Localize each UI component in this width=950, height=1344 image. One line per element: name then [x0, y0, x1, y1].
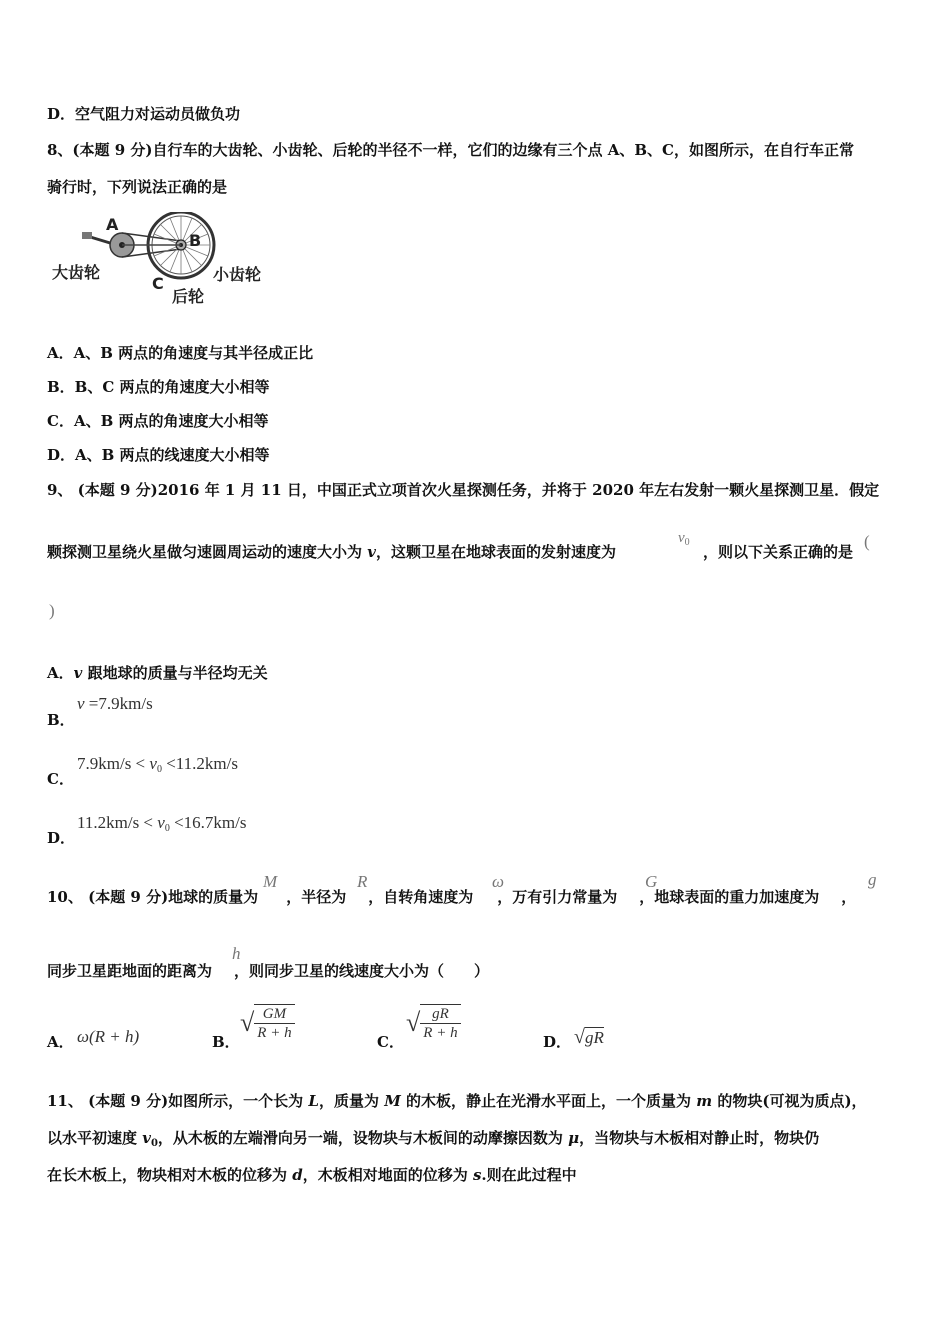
- q10-stem-line2: 同步卫星距地面的距离为 ，则同步卫星的线速度大小为（ ）: [47, 962, 490, 980]
- q8-option-d: D．A、B 两点的线速度大小相等: [47, 446, 270, 464]
- q11-stem-line3: 在长木板上，物块相对木板的位移为 d，木板相对地面的位移为 s.则在此过程中: [47, 1166, 577, 1184]
- q9-stem-text-c: ，则以下关系正确的是: [703, 543, 854, 561]
- q10-stem-line1: 10、 (本题 9 分)地球的质量为 ，半径为 ，自转角速度为 ，万有引力常量为 ，地球表面的重力加速度为 ，: [47, 888, 857, 906]
- q9-stem-text-b: ，这颗卫星在地球表面的发射速度为: [375, 543, 616, 561]
- q10-option-a-label: A．: [47, 1033, 74, 1051]
- label-point-a: A: [106, 215, 119, 234]
- label-small-gear: 小齿轮: [213, 265, 262, 284]
- label-point-c: C: [152, 274, 164, 293]
- q9-paren-close: ): [49, 601, 55, 620]
- q10-option-b-label: B．: [212, 1033, 240, 1051]
- q9-paren-open: (: [864, 532, 870, 551]
- q10-option-c-label: C．: [377, 1033, 404, 1051]
- q10-symbol-h: h: [232, 944, 241, 963]
- q9-option-c-label: C．: [47, 770, 74, 788]
- q8-option-a: A．A、B 两点的角速度与其半径成正比: [47, 344, 314, 362]
- q10-option-b-expr: √ $\frac{GM}{R + h}$: [240, 1004, 295, 1042]
- q10-option-d-label: D．: [543, 1033, 572, 1051]
- q11-stem-line1: 11、 (本题 9 分)如图所示，一个长为 L，质量为 M 的木板，静止在光滑水平面上，一个质量为 m 的物块(可视为质点)，: [47, 1092, 867, 1110]
- q7-option-d: D．空气阻力对运动员做负功: [47, 105, 241, 123]
- q10-symbol-G: G: [645, 872, 658, 891]
- q9-stem-text-a: 颗探测卫星绕火星做匀速圆周运动的速度大小为: [47, 543, 368, 561]
- q8-option-b: B．B、C 两点的角速度大小相等: [47, 378, 270, 396]
- q10-symbol-omega: ω: [492, 872, 505, 891]
- label-point-b: B: [189, 231, 202, 250]
- bicycle-gear-figure: [52, 212, 282, 312]
- q10-option-d-expr: √gR: [574, 1026, 604, 1048]
- q10-option-c-expr: √ $\frac{gR}{R + h}$: [406, 1004, 461, 1042]
- q9-option-d-expr: $11.2km/s < v_0 <16.7km/s$: [77, 813, 247, 834]
- q9-option-a: A．v 跟地球的质量与半径均无关: [47, 664, 268, 682]
- q10-symbol-R: R: [357, 872, 368, 891]
- q10-option-a-expr: ω(R + h): [77, 1027, 140, 1046]
- label-rear-wheel: 后轮: [172, 287, 205, 306]
- q8-option-c: C．A、B 两点的角速度大小相等: [47, 412, 269, 430]
- q8-stem-line1: 8、(本题 9 分)自行车的大齿轮、小齿轮、后轮的半径不一样，它们的边缘有三个点 A、B、C，如图所示，在自行车正常: [47, 141, 854, 159]
- pedal: [82, 232, 92, 239]
- q10-symbol-g: g: [868, 870, 877, 889]
- q9-option-d-label: D．: [47, 829, 76, 847]
- q9-stem-line2: [47, 541, 616, 562]
- q9-option-b-expr: v =7.9km/s: [77, 694, 153, 713]
- q9-symbol-v0: $v_0$: [678, 530, 690, 548]
- q10-symbol-M: M: [263, 872, 278, 891]
- q9-symbol-v: v: [367, 543, 376, 561]
- q9-option-b-label: B．: [47, 711, 75, 729]
- q11-stem-line2: 以水平初速度 $v_0$，从木板的左端滑向另一端，设物块与木板间的动摩擦因数为 μ，当物块与木板相对静止时，物块仍: [47, 1129, 820, 1149]
- q8-stem-line2: 骑行时，下列说法正确的是: [47, 178, 228, 196]
- q9-option-c-expr: $7.9km/s < v_0 <11.2km/s$: [77, 754, 238, 775]
- q9-stem-line1: 9、 (本题 9 分)2016 年 1 月 11 日，中国正式立项首次火星探测任务，并将于 2020 年左右发射一颗火星探测卫星．假定: [47, 481, 880, 499]
- label-big-gear: 大齿轮: [52, 263, 101, 282]
